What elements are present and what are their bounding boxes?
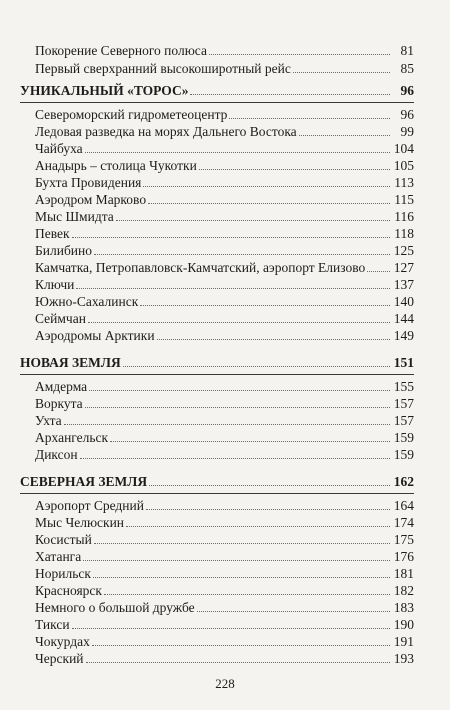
- section-rule: [20, 493, 414, 494]
- toc-entry-page: 159: [393, 447, 414, 462]
- toc-entry-title: Певек: [35, 226, 70, 241]
- toc-entry[interactable]: [35, 328, 414, 344]
- toc-entry-title: Аэропорт Средний: [35, 498, 144, 513]
- toc-entry-page: 182: [393, 583, 414, 598]
- dot-leader: [85, 151, 390, 153]
- toc-entry-title: Архангельск: [35, 430, 109, 445]
- toc-entry-title: Норильск: [35, 566, 91, 581]
- toc-entry-page: 176: [393, 549, 414, 564]
- toc-section-title: НОВАЯ ЗЕМЛЯ: [20, 355, 121, 370]
- toc-entry-page: 183: [393, 600, 414, 615]
- toc-entry-title: Тикси: [35, 617, 70, 632]
- toc-section-heading[interactable]: [20, 355, 414, 371]
- toc-entry[interactable]: [35, 311, 414, 327]
- dot-leader: [88, 321, 390, 323]
- toc-section-page: 151: [393, 355, 414, 370]
- toc-entry[interactable]: [35, 158, 414, 174]
- toc-entry-title: Анадырь – столица Чукотки: [35, 158, 197, 173]
- dot-leader: [110, 440, 390, 442]
- dot-leader: [64, 423, 390, 425]
- dot-leader: [92, 644, 390, 646]
- toc-entry-title: Черский: [35, 651, 84, 666]
- toc-entry[interactable]: [35, 549, 414, 565]
- toc-entry-page: 157: [393, 396, 414, 411]
- toc-entry-page: 190: [393, 617, 414, 632]
- toc-entry-page: 181: [393, 566, 414, 581]
- toc-section-page: 96: [400, 83, 414, 98]
- toc-entry-title: Аэродромы Арктики: [35, 328, 155, 343]
- dot-leader: [72, 627, 390, 629]
- toc-entry[interactable]: [35, 379, 414, 395]
- toc-entry-title: Южно-Сахалинск: [35, 294, 139, 309]
- toc-entry[interactable]: [35, 413, 414, 429]
- toc-entry[interactable]: [35, 260, 414, 276]
- toc-entry[interactable]: [35, 634, 414, 650]
- toc-entry[interactable]: [35, 61, 414, 77]
- toc-entry-title: Билибино: [35, 243, 93, 258]
- toc-entry-page: 116: [394, 209, 414, 224]
- toc-section-heading[interactable]: [20, 474, 414, 490]
- dot-leader: [104, 593, 390, 595]
- toc-entry[interactable]: [35, 583, 414, 599]
- dot-leader: [197, 610, 390, 612]
- toc-entry[interactable]: [35, 107, 414, 123]
- toc-entry-page: 144: [393, 311, 414, 326]
- toc-entry-title: Воркута: [35, 396, 83, 411]
- toc-entry-title: Мыс Челюскин: [35, 515, 125, 530]
- toc-entry-page: 99: [400, 124, 414, 139]
- toc-entry-title: Ухта: [35, 413, 62, 428]
- toc-section-title: УНИКАЛЬНЫЙ «ТОРОС»: [20, 83, 189, 98]
- toc-entry[interactable]: [35, 294, 414, 310]
- toc-entry-title: Североморский гидрометеоцентр: [35, 107, 228, 122]
- dot-leader: [140, 304, 390, 306]
- toc-entry[interactable]: [35, 498, 414, 514]
- toc-entry-page: 159: [393, 430, 414, 445]
- dot-leader: [299, 134, 390, 136]
- toc-entry[interactable]: [35, 226, 414, 242]
- toc-entry-page: 174: [393, 515, 414, 530]
- toc-entry-page: 149: [393, 328, 414, 343]
- toc-entry-title: Камчатка, Петропавловск-Камчатский, аэропорт Елизово: [35, 260, 366, 275]
- toc-entry-title: Первый сверхранний высокоширотный рейс: [35, 61, 291, 76]
- toc-entry[interactable]: [35, 124, 414, 140]
- toc-entry-page: 137: [393, 277, 414, 292]
- toc-entry-title: Мыс Шмидта: [35, 209, 114, 224]
- toc-entry-title: Сеймчан: [35, 311, 86, 326]
- toc-entry-title: Немного о большой дружбе: [35, 600, 195, 615]
- toc-entry[interactable]: [35, 175, 414, 191]
- toc-entry[interactable]: [35, 515, 414, 531]
- toc-entry[interactable]: [35, 192, 414, 208]
- dot-leader: [123, 365, 390, 367]
- toc-entry-page: 96: [400, 107, 414, 122]
- toc-entry-page: 118: [394, 226, 414, 241]
- toc-entry-page: 164: [393, 498, 414, 513]
- dot-leader: [72, 236, 390, 238]
- toc-entry-title: Косистый: [35, 532, 92, 547]
- dot-leader: [143, 185, 390, 187]
- dot-leader: [209, 53, 390, 55]
- dot-leader: [86, 661, 390, 663]
- toc-entry[interactable]: [35, 447, 414, 463]
- toc-entry-page: 115: [394, 192, 414, 207]
- toc-entry-title: Бухта Провидения: [35, 175, 142, 190]
- dot-leader: [94, 542, 390, 544]
- page-number: 228: [215, 676, 235, 691]
- toc-entry-title: Чокурдах: [35, 634, 90, 649]
- dot-leader: [94, 253, 390, 255]
- toc-entry[interactable]: [35, 209, 414, 225]
- toc-entry-page: 191: [393, 634, 414, 649]
- toc-entry-page: 125: [393, 243, 414, 258]
- toc-entry-page: 127: [393, 260, 414, 275]
- dot-leader: [190, 93, 390, 95]
- toc-entry[interactable]: [35, 532, 414, 548]
- dot-leader: [93, 576, 390, 578]
- toc-entry-page: 105: [393, 158, 414, 173]
- toc-section-page: 162: [393, 474, 414, 489]
- toc-entry-page: 193: [393, 651, 414, 666]
- dot-leader: [199, 168, 390, 170]
- toc-entry-title: Диксон: [35, 447, 78, 462]
- dot-leader: [146, 508, 390, 510]
- toc-entry-title: Покорение Северного полюса: [35, 43, 207, 58]
- toc-entry-title: Амдерма: [35, 379, 88, 394]
- toc-entry-page: 104: [393, 141, 414, 156]
- toc-entry-page: 155: [393, 379, 414, 394]
- toc-entry-page: 140: [393, 294, 414, 309]
- dot-leader: [76, 287, 390, 289]
- toc-entry[interactable]: [35, 566, 414, 582]
- toc-entry-page: 85: [400, 61, 414, 76]
- dot-leader: [85, 406, 390, 408]
- toc-entry-page: 81: [400, 43, 414, 58]
- dot-leader: [149, 484, 390, 486]
- dot-leader: [367, 270, 390, 272]
- dot-leader: [83, 559, 390, 561]
- toc-entry[interactable]: [35, 141, 414, 157]
- toc-entry-title: Чайбуха: [35, 141, 83, 156]
- dot-leader: [89, 389, 390, 391]
- dot-leader: [126, 525, 390, 527]
- dot-leader: [80, 457, 390, 459]
- toc-section-title: СЕВЕРНАЯ ЗЕМЛЯ: [20, 474, 148, 489]
- toc-entry[interactable]: [35, 277, 414, 293]
- toc-entry[interactable]: [35, 396, 414, 412]
- toc-entry[interactable]: [35, 600, 414, 616]
- toc-entry[interactable]: [35, 43, 414, 59]
- toc-entry-page: 113: [394, 175, 414, 190]
- toc-section-heading[interactable]: [20, 83, 414, 99]
- toc-entry-page: 175: [393, 532, 414, 547]
- section-rule: [20, 374, 414, 375]
- toc-entry-title: Красноярск: [35, 583, 102, 598]
- dot-leader: [116, 219, 390, 221]
- dot-leader: [148, 202, 390, 204]
- toc-entry[interactable]: [35, 651, 414, 667]
- toc-entry-page: 157: [393, 413, 414, 428]
- toc-entry-title: Хатанга: [35, 549, 82, 564]
- toc-entry[interactable]: [35, 617, 414, 633]
- dot-leader: [229, 117, 390, 119]
- section-rule: [20, 102, 414, 103]
- toc-entry-title: Аэродром Марково: [35, 192, 147, 207]
- dot-leader: [293, 71, 390, 73]
- toc-entry-title: Ледовая разведка на морях Дальнего Востока: [35, 124, 297, 139]
- toc-entry-title: Ключи: [35, 277, 75, 292]
- toc-entry[interactable]: [35, 243, 414, 259]
- toc-entry[interactable]: [35, 430, 414, 446]
- dot-leader: [157, 338, 390, 340]
